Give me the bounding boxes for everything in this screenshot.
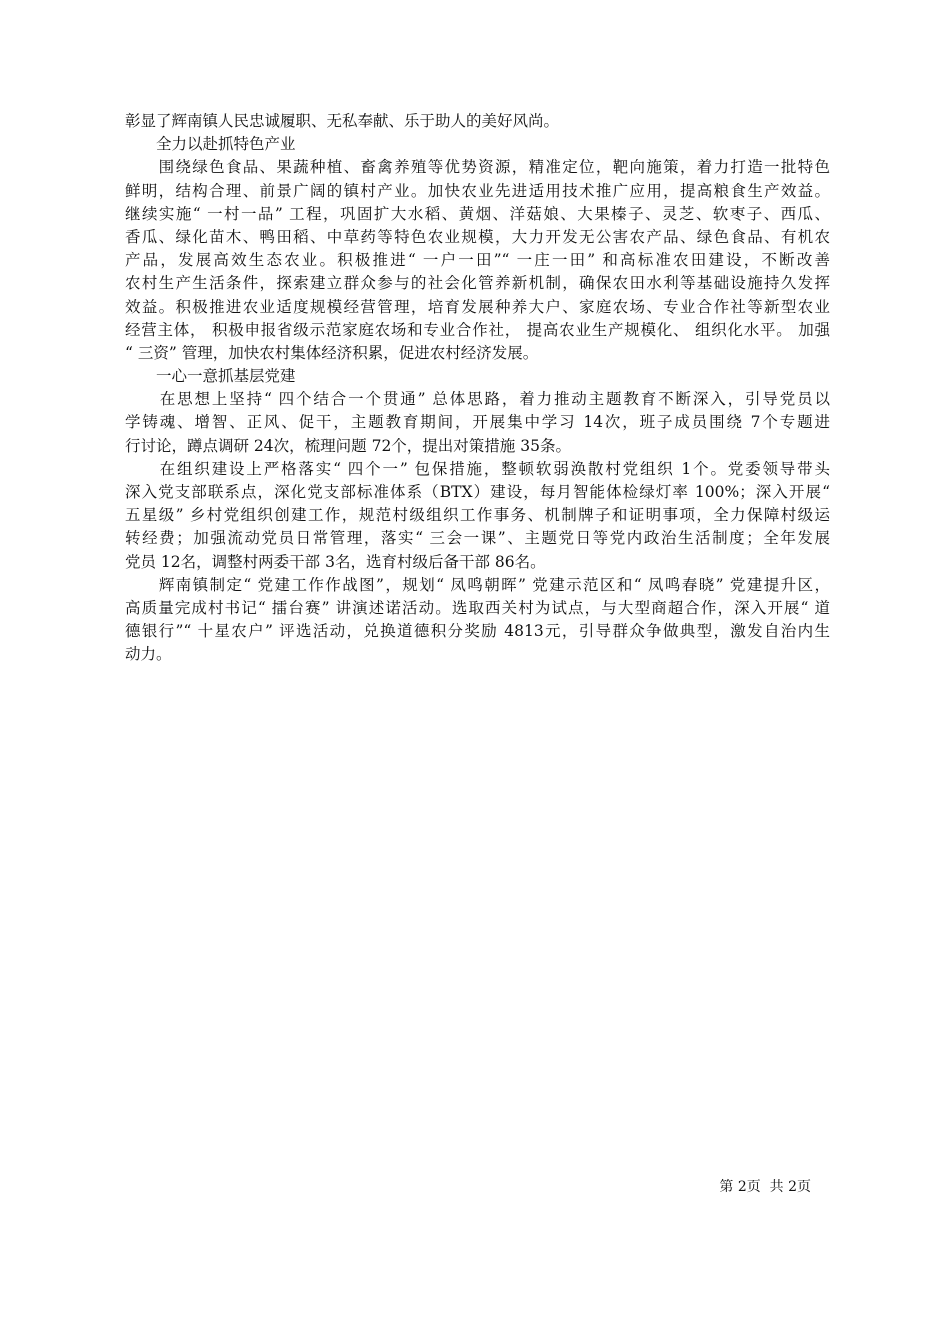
page-number: 第 2页 共 2页 [719,1179,811,1195]
body-line: 辉南镇制定“ 党建工作作战图”，规划“ 凤鸣朝晖” 党建示范区和“ 凤鸣春晓” 党建提升区， [125,575,830,594]
body-line: 经营主体， 积极申报省级示范家庭农场和专业合作社， 提高农业生产规模化、 组织化水平。 加强 [125,320,830,339]
body-line: 动力。 [125,645,172,664]
section-heading: 全力以赴抓特色产业 [156,135,296,154]
body-line: 高质量完成村书记“ 擂台赛” 讲演述诺活动。选取西关村为试点，与大型商超合作，深入开展“ 道 [125,598,830,617]
body-line: 鲜明，结构合理、前景广阔的镇村产业。加快农业先进适用技术推广应用，提高粮食生产效益。 [125,181,830,200]
body-line: 行讨论，蹲点调研 24次，梳理问题 72个，提出对策措施 35条。 [125,436,571,455]
body-line: 产品，发展高效生态农业。积极推进“ 一户一田”“ 一庄一田” 和高标准农田建设，不断改善 [125,251,830,270]
body-line: 五星级” 乡村党组织创建工作，规范村级组织工作事务、机制牌子和证明事项，全力保障村级运 [125,506,830,525]
body-line: 德银行”“ 十星农户” 评选活动，兑换道德积分奖励 4813元，引导群众争做典型，激发自治内生 [125,622,830,641]
body-line: 转经费；加强流动党员日常管理，落实“ 三会一课”、主题党日等党内政治生活制度；全年发展 [125,529,830,548]
document-body [125,110,830,667]
body-line: 香瓜、绿化苗木、鸭田稻、中草药等特色农业规模，大力开发无公害农产品、绿色食品、有机农 [125,227,830,246]
body-line: 围绕绿色食品、果蔬种植、畜禽养殖等优势资源，精准定位，靶向施策，着力打造一批特色 [125,158,830,177]
body-line: 党员 12名，调整村两委干部 3名，选育村级后备干部 86名。 [125,552,546,571]
body-line: 继续实施“ 一村一品” 工程，巩固扩大水稻、黄烟、洋菇娘、大果榛子、灵芝、软枣子、西瓜、 [125,204,830,223]
body-line: “ 三资” 管理，加快农村集体经济积累，促进农村经济发展。 [125,343,539,362]
section-heading: 一心一意抓基层党建 [156,367,296,386]
body-line: 学铸魂、增智、正风、促干，主题教育期间，开展集中学习 14次，班子成员围绕 7个专题进 [125,413,830,432]
body-line: 在组织建设上严格落实“ 四个一” 包保措施，整顿软弱涣散村党组织 1个。党委领导带头 [125,459,830,478]
body-line: 农村生产生活条件，探索建立群众参与的社会化管养新机制，确保农田水利等基础设施持久发挥 [125,274,830,293]
body-line: 在思想上坚持“ 四个结合一个贯通” 总体思路，着力推动主题教育不断深入，引导党员以 [125,390,830,409]
body-line: 效益。积极推进农业适度规模经营管理，培育发展种养大户、家庭农场、专业合作社等新型农业 [125,297,830,316]
body-line: 彰显了辉南镇人民忠诚履职、无私奉献、乐于助人的美好风尚。 [125,112,560,130]
body-line: 深入党支部联系点，深化党支部标准体系（BTX）建设，每月智能体检绿灯率 100%；深入开展“ [125,483,830,501]
